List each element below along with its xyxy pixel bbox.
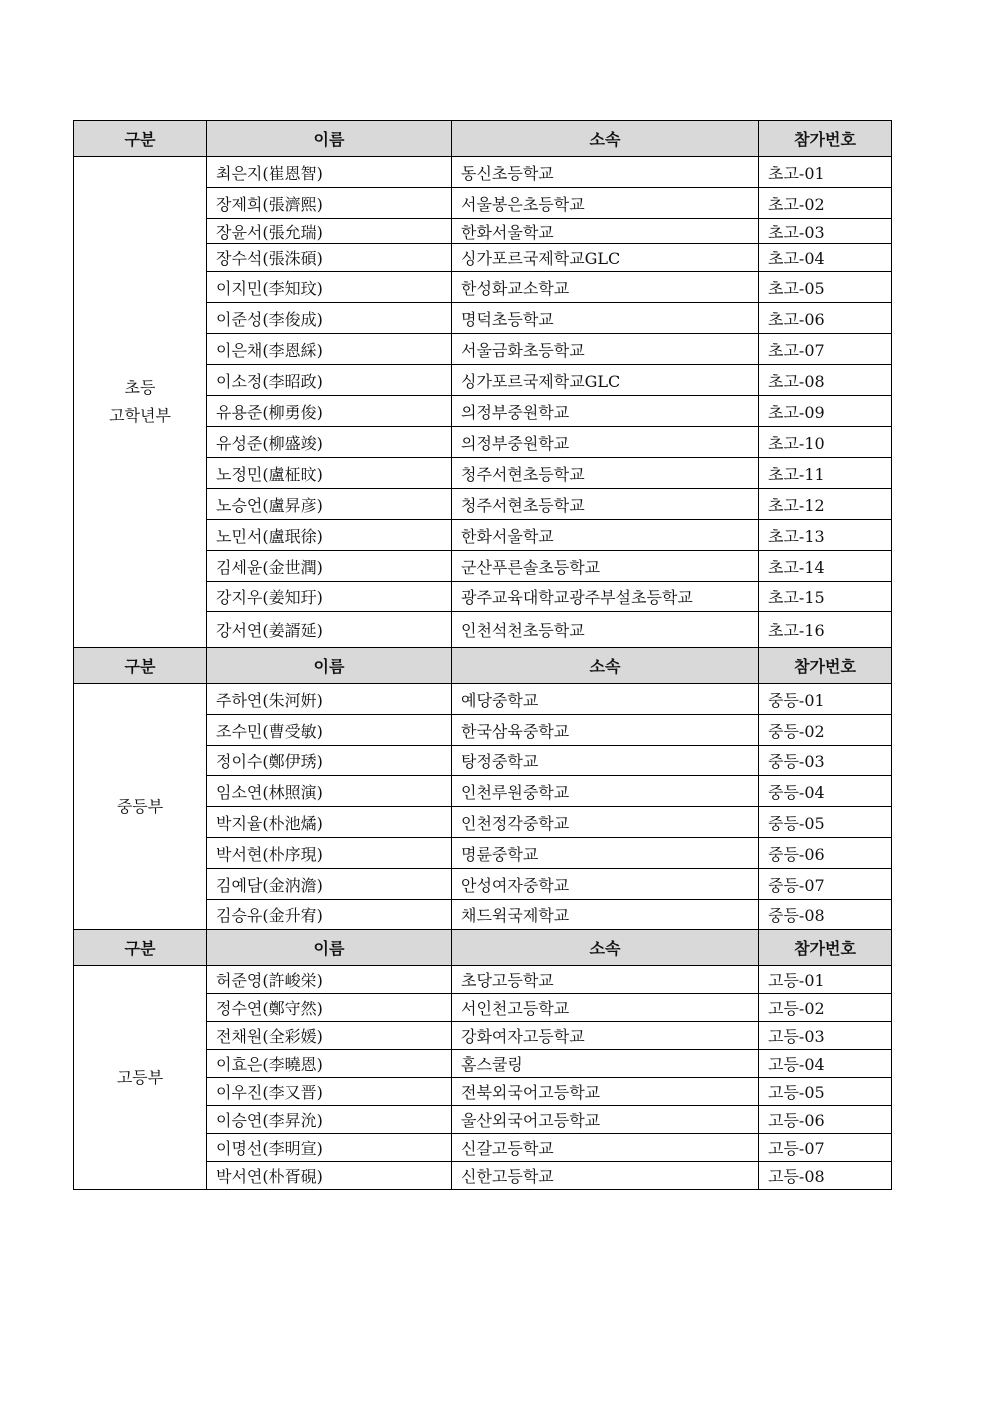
participant-name: 장수석(張洙碩) <box>207 244 452 272</box>
participant-number: 초고-04 <box>759 244 892 272</box>
participant-name: 박서연(朴胥硯) <box>207 1162 452 1190</box>
participant-number: 고등-06 <box>759 1106 892 1134</box>
participant-name: 주하연(朱河姸) <box>207 684 452 715</box>
participant-number: 중등-08 <box>759 900 892 930</box>
participant-school: 홈스쿨링 <box>452 1050 759 1078</box>
participant-name: 이은채(李恩綵) <box>207 334 452 365</box>
participant-name: 장제희(張濟熙) <box>207 188 452 219</box>
participant-school: 전북외국어고등학교 <box>452 1078 759 1106</box>
participants-table <box>73 120 892 1190</box>
participant-name: 이효은(李曉恩) <box>207 1050 452 1078</box>
participant-school: 예당중학교 <box>452 684 759 715</box>
participant-number: 초고-11 <box>759 458 892 489</box>
participant-number: 초고-14 <box>759 551 892 582</box>
column-header: 구분 <box>74 648 207 684</box>
participant-name: 장윤서(張允瑞) <box>207 219 452 244</box>
participant-school: 명덕초등학교 <box>452 303 759 334</box>
participant-school: 서울봉은초등학교 <box>452 188 759 219</box>
participant-name: 이명선(李明宣) <box>207 1134 452 1162</box>
participant-name: 임소연(林照演) <box>207 776 452 807</box>
participant-name: 이준성(李俊成) <box>207 303 452 334</box>
participant-number: 초고-15 <box>759 582 892 612</box>
participant-school: 울산외국어고등학교 <box>452 1106 759 1134</box>
participant-school: 인천석천초등학교 <box>452 612 759 648</box>
group-label <box>74 966 207 1190</box>
table-row <box>74 157 892 188</box>
participant-name: 노승언(盧昇彦) <box>207 489 452 520</box>
column-header: 참가번호 <box>759 930 892 966</box>
column-header: 참가번호 <box>759 648 892 684</box>
participant-school: 한성화교소학교 <box>452 272 759 303</box>
column-header: 이름 <box>207 648 452 684</box>
participant-school: 서인천고등학교 <box>452 994 759 1022</box>
group-label-line: 고학년부 <box>109 406 171 425</box>
header-row <box>74 930 892 966</box>
participant-school: 채드윅국제학교 <box>452 900 759 930</box>
participant-school: 한화서울학교 <box>452 219 759 244</box>
participant-school: 강화여자고등학교 <box>452 1022 759 1050</box>
participant-number: 초고-05 <box>759 272 892 303</box>
participant-school: 동신초등학교 <box>452 157 759 188</box>
participant-name: 박서현(朴序現) <box>207 838 452 869</box>
column-header: 이름 <box>207 930 452 966</box>
participant-number: 초고-02 <box>759 188 892 219</box>
participant-name: 노민서(盧珉徐) <box>207 520 452 551</box>
participant-school: 탕정중학교 <box>452 746 759 776</box>
column-header: 구분 <box>74 121 207 157</box>
participant-number: 초고-16 <box>759 612 892 648</box>
column-header: 참가번호 <box>759 121 892 157</box>
participant-school: 의정부중원학교 <box>452 427 759 458</box>
participant-name: 김세윤(金世潤) <box>207 551 452 582</box>
group-label-line: 초등 <box>124 378 156 397</box>
participant-number: 중등-03 <box>759 746 892 776</box>
participant-school: 초당고등학교 <box>452 966 759 994</box>
participant-name: 정이수(鄭伊琇) <box>207 746 452 776</box>
participant-name: 조수민(曹受敏) <box>207 715 452 746</box>
participant-number: 고등-08 <box>759 1162 892 1190</box>
participant-number: 초고-06 <box>759 303 892 334</box>
participant-number: 고등-04 <box>759 1050 892 1078</box>
participant-name: 전채원(全彩媛) <box>207 1022 452 1050</box>
participant-school: 광주교육대학교광주부설초등학교 <box>452 582 759 612</box>
group-label-line: 고등부 <box>116 1067 164 1087</box>
participant-school: 싱가포르국제학교GLC <box>452 244 759 272</box>
participant-number: 중등-02 <box>759 715 892 746</box>
participant-name: 김승유(金升宥) <box>207 900 452 930</box>
participant-number: 초고-13 <box>759 520 892 551</box>
participant-number: 중등-06 <box>759 838 892 869</box>
participant-school: 싱가포르국제학교GLC <box>452 365 759 396</box>
column-header: 소속 <box>452 648 759 684</box>
participant-number: 고등-03 <box>759 1022 892 1050</box>
header-row <box>74 648 892 684</box>
participant-number: 초고-12 <box>759 489 892 520</box>
participant-name: 최은지(崔恩智) <box>207 157 452 188</box>
participant-name: 유용준(柳勇俊) <box>207 396 452 427</box>
participant-school: 신갈고등학교 <box>452 1134 759 1162</box>
participant-school: 청주서현초등학교 <box>452 458 759 489</box>
participant-number: 초고-07 <box>759 334 892 365</box>
participant-name: 노정민(盧柾旼) <box>207 458 452 489</box>
participant-name: 정수연(鄭守然) <box>207 994 452 1022</box>
participant-number: 초고-10 <box>759 427 892 458</box>
participant-name: 박지율(朴池燏) <box>207 807 452 838</box>
column-header: 소속 <box>452 930 759 966</box>
participant-name: 이우진(李又晋) <box>207 1078 452 1106</box>
participant-school: 의정부중원학교 <box>452 396 759 427</box>
table-row <box>74 684 892 715</box>
table-row <box>74 966 892 994</box>
participant-number: 초고-01 <box>759 157 892 188</box>
participant-number: 초고-08 <box>759 365 892 396</box>
participant-number: 초고-09 <box>759 396 892 427</box>
participant-name: 이지민(李知玟) <box>207 272 452 303</box>
participant-number: 초고-03 <box>759 219 892 244</box>
participant-name: 김예담(金汭澹) <box>207 869 452 900</box>
column-header: 소속 <box>452 121 759 157</box>
participant-number: 중등-05 <box>759 807 892 838</box>
participant-number: 고등-05 <box>759 1078 892 1106</box>
participant-number: 중등-07 <box>759 869 892 900</box>
participant-school: 명륜중학교 <box>452 838 759 869</box>
group-label <box>74 157 207 648</box>
participants-table-body <box>74 121 892 1190</box>
participant-name: 강서연(姜諝延) <box>207 612 452 648</box>
participant-name: 유성준(柳盛竣) <box>207 427 452 458</box>
participant-number: 중등-04 <box>759 776 892 807</box>
participant-name: 허준영(許峻栄) <box>207 966 452 994</box>
column-header: 구분 <box>74 930 207 966</box>
participant-school: 인천루원중학교 <box>452 776 759 807</box>
participant-name: 강지우(姜知玗) <box>207 582 452 612</box>
participant-school: 군산푸른솔초등학교 <box>452 551 759 582</box>
participant-school: 신한고등학교 <box>452 1162 759 1190</box>
participant-name: 이소정(李昭政) <box>207 365 452 396</box>
participant-number: 고등-01 <box>759 966 892 994</box>
group-label-line: 중등부 <box>116 796 164 816</box>
participant-school: 서울금화초등학교 <box>452 334 759 365</box>
participant-number: 고등-07 <box>759 1134 892 1162</box>
participant-school: 인천정각중학교 <box>452 807 759 838</box>
group-label <box>74 684 207 930</box>
header-row <box>74 121 892 157</box>
participant-school: 한국삼육중학교 <box>452 715 759 746</box>
column-header: 이름 <box>207 121 452 157</box>
participant-name: 이승연(李昇沇) <box>207 1106 452 1134</box>
participant-school: 청주서현초등학교 <box>452 489 759 520</box>
participant-number: 고등-02 <box>759 994 892 1022</box>
participant-school: 안성여자중학교 <box>452 869 759 900</box>
participant-school: 한화서울학교 <box>452 520 759 551</box>
participant-number: 중등-01 <box>759 684 892 715</box>
